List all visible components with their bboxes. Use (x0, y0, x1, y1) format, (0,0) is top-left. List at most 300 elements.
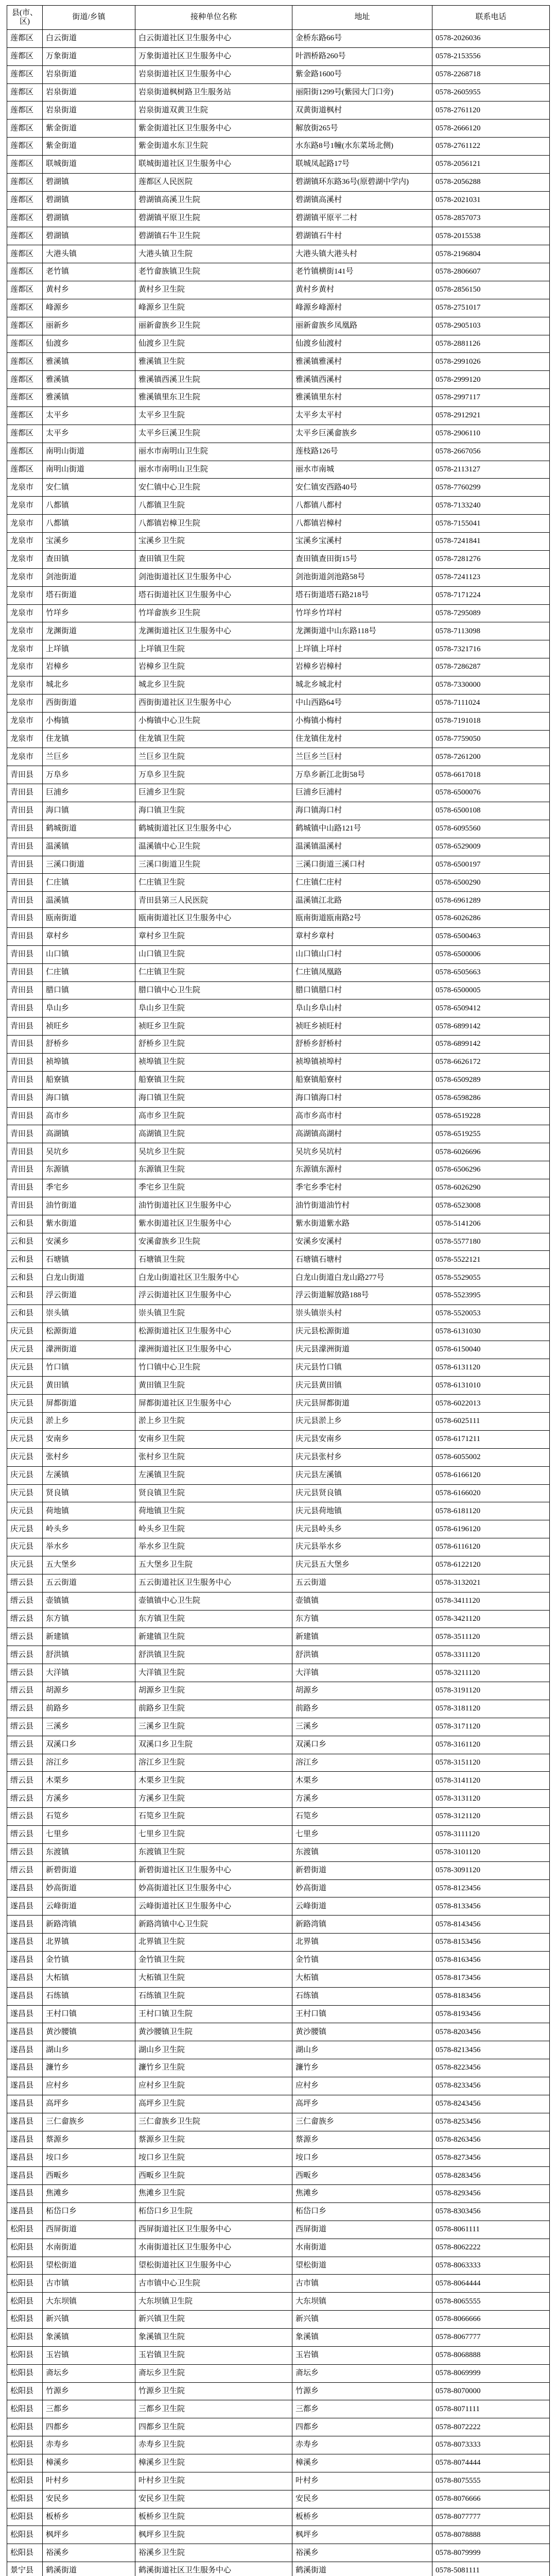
cell-county: 龙泉市 (7, 712, 43, 730)
table-row (7, 1107, 550, 1125)
cell-address: 七里乡 (292, 1825, 432, 1843)
cell-unit-name: 淤上乡卫生院 (135, 1413, 292, 1431)
cell-street-town: 焦滩乡 (43, 2185, 135, 2203)
cell-phone: 0578-2856150 (432, 281, 550, 299)
table-row (7, 2239, 550, 2257)
cell-phone: 0578-3101120 (432, 1843, 550, 1861)
cell-phone: 0578-2268718 (432, 65, 550, 83)
cell-street-town: 湖山乡 (43, 2041, 135, 2059)
cell-phone: 0578-8253456 (432, 2113, 550, 2131)
cell-unit-name: 斋坛乡卫生院 (135, 2364, 292, 2382)
table-row (7, 2400, 550, 2418)
cell-address: 住龙镇住龙村 (292, 730, 432, 748)
table-row (7, 1628, 550, 1646)
cell-county: 缙云县 (7, 1754, 43, 1772)
cell-address: 新建镇 (292, 1628, 432, 1646)
cell-unit-name: 竹口镇中心卫生院 (135, 1359, 292, 1377)
cell-phone: 0578-8077777 (432, 2508, 550, 2526)
cell-unit-name: 三溪口街道卫生院 (135, 856, 292, 874)
cell-county: 龙泉市 (7, 730, 43, 748)
cell-address: 祯埠镇祯埠村 (292, 1053, 432, 1071)
cell-address: 庆元县贤良镇 (292, 1484, 432, 1502)
cell-phone: 0578-8233456 (432, 2077, 550, 2095)
cell-county: 庆元县 (7, 1520, 43, 1538)
cell-address: 城北乡城北村 (292, 676, 432, 694)
table-row (7, 1916, 550, 1934)
cell-county: 遂昌县 (7, 1969, 43, 1987)
cell-unit-name: 古市镇中心卫生院 (135, 2275, 292, 2293)
cell-unit-name: 祯埠镇卫生院 (135, 1053, 292, 1071)
table-row (7, 694, 550, 712)
cell-unit-name: 崇头镇卫生院 (135, 1305, 292, 1323)
cell-street-town: 季宅乡 (43, 1179, 135, 1197)
cell-phone: 0578-7760299 (432, 479, 550, 497)
cell-phone: 0578-3141120 (432, 1772, 550, 1790)
cell-street-town: 船寮镇 (43, 1071, 135, 1089)
cell-county: 庆元县 (7, 1448, 43, 1466)
cell-unit-name: 三都乡卫生院 (135, 2400, 292, 2418)
cell-phone: 0578-8133456 (432, 1897, 550, 1916)
cell-unit-name: 季宅乡卫生院 (135, 1179, 292, 1197)
cell-unit-name: 方溪乡卫生院 (135, 1790, 292, 1808)
cell-unit-name: 松源街道社区卫生服务中心 (135, 1323, 292, 1341)
cell-unit-name: 玉岩镇卫生院 (135, 2346, 292, 2364)
cell-phone: 0578-6500005 (432, 981, 550, 999)
cell-phone: 0578-8293456 (432, 2185, 550, 2203)
cell-street-town: 兰巨乡 (43, 748, 135, 766)
table-body (7, 30, 550, 2576)
cell-unit-name: 仁庄镇卫生院 (135, 874, 292, 892)
cell-street-town: 石练镇 (43, 1987, 135, 2005)
table-row (7, 1969, 550, 1987)
cell-address: 方溪乡 (292, 1790, 432, 1808)
table-row (7, 2221, 550, 2239)
cell-street-town: 五大堡乡 (43, 1556, 135, 1574)
cell-county: 松阳县 (7, 2346, 43, 2364)
cell-address: 竹源乡 (292, 2382, 432, 2400)
cell-street-town: 大洋镇 (43, 1664, 135, 1682)
cell-unit-name: 大港头镇卫生院 (135, 245, 292, 263)
table-row (7, 1843, 550, 1861)
table-row (7, 83, 550, 101)
table-row (7, 1197, 550, 1215)
cell-unit-name: 张村乡卫生院 (135, 1448, 292, 1466)
cell-unit-name: 蔡源乡卫生院 (135, 2131, 292, 2149)
cell-phone: 0578-6500463 (432, 927, 550, 945)
cell-county: 莲都区 (7, 65, 43, 83)
cell-street-town: 三都乡 (43, 2400, 135, 2418)
cell-street-town: 王村口镇 (43, 2005, 135, 2023)
cell-street-town: 东源镇 (43, 1161, 135, 1179)
table-row (7, 281, 550, 299)
cell-county: 松阳县 (7, 2275, 43, 2293)
cell-phone: 0578-8073333 (432, 2436, 550, 2454)
cell-address: 庆元县左溪镇 (292, 1466, 432, 1484)
cell-street-town: 岩樟乡 (43, 658, 135, 676)
cell-county: 松阳县 (7, 2490, 43, 2508)
cell-county: 龙泉市 (7, 676, 43, 694)
cell-unit-name: 吴坑乡卫生院 (135, 1143, 292, 1161)
cell-street-town: 玉岩镇 (43, 2346, 135, 2364)
table-row (7, 2472, 550, 2490)
cell-address: 雅溪镇西溪村 (292, 371, 432, 389)
cell-street-town: 新建镇 (43, 1628, 135, 1646)
cell-county: 庆元县 (7, 1341, 43, 1359)
cell-street-town: 岩泉街道 (43, 65, 135, 83)
cell-unit-name: 五云街道社区卫生服务中心 (135, 1574, 292, 1592)
cell-unit-name: 湖山乡卫生院 (135, 2041, 292, 2059)
cell-street-town: 东渡镇 (43, 1843, 135, 1861)
table-row (7, 622, 550, 640)
cell-street-town: 张村乡 (43, 1448, 135, 1466)
cell-phone: 0578-2906110 (432, 425, 550, 443)
cell-street-town: 黄村乡 (43, 281, 135, 299)
cell-street-town: 濂竹乡 (43, 2059, 135, 2077)
cell-street-town: 温溪镇 (43, 892, 135, 910)
table-row (7, 299, 550, 317)
cell-county: 龙泉市 (7, 533, 43, 551)
cell-address: 板桥乡 (292, 2508, 432, 2526)
cell-unit-name: 大东坝镇卫生院 (135, 2293, 292, 2311)
cell-unit-name: 联城街道社区卫生服务中心 (135, 156, 292, 174)
cell-address: 吴坑乡吴坑村 (292, 1143, 432, 1161)
cell-county: 龙泉市 (7, 658, 43, 676)
cell-county: 缙云县 (7, 1736, 43, 1754)
cell-address: 海口镇海口村 (292, 802, 432, 820)
cell-phone: 0578-8061111 (432, 2221, 550, 2239)
cell-county: 莲都区 (7, 263, 43, 281)
cell-county: 遂昌县 (7, 2149, 43, 2167)
cell-county: 青田县 (7, 766, 43, 784)
cell-street-town: 荷地镇 (43, 1502, 135, 1520)
cell-phone: 0578-2912921 (432, 407, 550, 425)
cell-street-town: 东方镇 (43, 1610, 135, 1628)
cell-phone: 0578-3132021 (432, 1574, 550, 1592)
cell-street-town: 碧湖镇 (43, 173, 135, 191)
cell-street-town: 山口镇 (43, 945, 135, 963)
cell-county: 庆元县 (7, 1413, 43, 1431)
cell-phone: 0578-8079999 (432, 2544, 550, 2562)
table-row (7, 2436, 550, 2454)
table-row (7, 1287, 550, 1305)
table-row (7, 2311, 550, 2329)
cell-county: 松阳县 (7, 2436, 43, 2454)
table-row (7, 999, 550, 1018)
cell-street-town: 腊口镇 (43, 981, 135, 999)
cell-county: 庆元县 (7, 1359, 43, 1377)
cell-address: 三都乡 (292, 2400, 432, 2418)
cell-street-town: 小梅镇 (43, 712, 135, 730)
cell-address: 双溪口乡 (292, 1736, 432, 1754)
cell-street-town: 塔石街道 (43, 586, 135, 604)
cell-phone: 0578-6961289 (432, 892, 550, 910)
cell-street-town: 紫金街道 (43, 138, 135, 156)
cell-county: 青田县 (7, 910, 43, 928)
cell-phone: 0578-6500076 (432, 784, 550, 802)
cell-street-town: 举水乡 (43, 1538, 135, 1556)
cell-address: 枫坪乡 (292, 2526, 432, 2544)
table-row (7, 784, 550, 802)
cell-county: 青田县 (7, 838, 43, 856)
table-row (7, 1825, 550, 1843)
cell-unit-name: 前路乡卫生院 (135, 1700, 292, 1718)
cell-unit-name: 赤寿乡卫生院 (135, 2436, 292, 2454)
cell-phone: 0578-6122120 (432, 1556, 550, 1574)
table-row (7, 658, 550, 676)
cell-address: 巨浦乡巨浦村 (292, 784, 432, 802)
cell-unit-name: 荷地镇卫生院 (135, 1502, 292, 1520)
cell-address: 新兴镇 (292, 2311, 432, 2329)
cell-phone: 0578-2015538 (432, 227, 550, 245)
cell-street-town: 西街街道 (43, 694, 135, 712)
cell-street-town: 南明山街道 (43, 461, 135, 479)
cell-unit-name: 新兴镇卫生院 (135, 2311, 292, 2329)
table-row (7, 892, 550, 910)
cell-address: 碧湖镇平原平二村 (292, 209, 432, 227)
cell-address: 丽阳街1299号(紫园大门口旁) (292, 83, 432, 101)
table-row (7, 2005, 550, 2023)
table-row (7, 748, 550, 766)
cell-address: 濂竹乡 (292, 2059, 432, 2077)
table-row (7, 209, 550, 227)
cell-unit-name: 贤良镇卫生院 (135, 1484, 292, 1502)
cell-address: 万阜乡新江北街58号 (292, 766, 432, 784)
cell-phone: 0578-6500197 (432, 856, 550, 874)
cell-unit-name: 腊口镇中心卫生院 (135, 981, 292, 999)
cell-unit-name: 石笕乡卫生院 (135, 1808, 292, 1826)
cell-address: 庆元县淤上乡 (292, 1413, 432, 1431)
cell-county: 莲都区 (7, 47, 43, 65)
cell-phone: 0578-3111120 (432, 1825, 550, 1843)
cell-phone: 0578-2196804 (432, 245, 550, 263)
cell-street-town: 赤寿乡 (43, 2436, 135, 2454)
table-row (7, 2185, 550, 2203)
cell-unit-name: 应村乡卫生院 (135, 2077, 292, 2095)
cell-phone: 0578-2026036 (432, 30, 550, 48)
table-row (7, 1556, 550, 1574)
cell-phone: 0578-5081111 (432, 2562, 550, 2576)
cell-address: 庆元县安南乡 (292, 1431, 432, 1449)
cell-phone: 0578-6116120 (432, 1538, 550, 1556)
cell-address: 望松街道 (292, 2257, 432, 2275)
cell-street-town: 胡源乡 (43, 1682, 135, 1700)
cell-unit-name: 东源镇卫生院 (135, 1161, 292, 1179)
cell-county: 庆元县 (7, 1377, 43, 1395)
cell-address: 舒洪镇 (292, 1646, 432, 1664)
cell-unit-name: 裕溪乡卫生院 (135, 2544, 292, 2562)
cell-county: 莲都区 (7, 461, 43, 479)
cell-phone: 0578-3511120 (432, 1628, 550, 1646)
cell-phone: 0578-7191018 (432, 712, 550, 730)
cell-unit-name: 舒洪镇卫生院 (135, 1646, 292, 1664)
cell-street-town: 油竹街道 (43, 1197, 135, 1215)
cell-unit-name: 黄田镇卫生院 (135, 1377, 292, 1395)
cell-unit-name: 西街街道社区卫生服务中心 (135, 694, 292, 712)
cell-unit-name: 西屏街道社区卫生服务中心 (135, 2221, 292, 2239)
cell-phone: 0578-6131030 (432, 1323, 550, 1341)
cell-address: 庆元县张村乡 (292, 1448, 432, 1466)
cell-address: 仁庄镇仁庄村 (292, 874, 432, 892)
cell-street-town: 章村乡 (43, 927, 135, 945)
cell-street-town: 剑池街道 (43, 568, 135, 586)
cell-county: 松阳县 (7, 2526, 43, 2544)
cell-street-town: 高湖镇 (43, 1125, 135, 1143)
vaccination-sites-table-wrapper (7, 5, 549, 2576)
table-row (7, 1736, 550, 1754)
table-row (7, 1538, 550, 1556)
cell-phone: 0578-6025111 (432, 1413, 550, 1431)
cell-phone: 0578-6523008 (432, 1197, 550, 1215)
table-row (7, 227, 550, 245)
cell-address: 船寮镇船寮村 (292, 1071, 432, 1089)
cell-address: 三仁畲族乡 (292, 2113, 432, 2131)
cell-street-town: 蔡源乡 (43, 2131, 135, 2149)
cell-county: 庆元县 (7, 1556, 43, 1574)
cell-address: 庆元县五大堡乡 (292, 1556, 432, 1574)
cell-county: 莲都区 (7, 83, 43, 101)
cell-phone: 0578-6150040 (432, 1341, 550, 1359)
cell-address: 水南街道 (292, 2239, 432, 2257)
cell-unit-name: 左溪镇卫生院 (135, 1466, 292, 1484)
cell-phone: 0578-7286287 (432, 658, 550, 676)
cell-county: 遂昌县 (7, 1897, 43, 1916)
cell-street-town: 城北乡 (43, 676, 135, 694)
table-row (7, 1395, 550, 1413)
cell-address: 水东路8号1幢(水东菜场北侧) (292, 138, 432, 156)
cell-phone: 0578-6626172 (432, 1053, 550, 1071)
table-row (7, 335, 550, 353)
cell-street-town: 三溪乡 (43, 1718, 135, 1736)
table-row (7, 856, 550, 874)
cell-street-town: 鹤城街道 (43, 820, 135, 838)
cell-unit-name: 木栗乡卫生院 (135, 1772, 292, 1790)
cell-unit-name: 高湖镇卫生院 (135, 1125, 292, 1143)
cell-address: 海口镇海口村 (292, 1089, 432, 1107)
cell-county: 龙泉市 (7, 604, 43, 622)
cell-phone: 0578-6598286 (432, 1089, 550, 1107)
table-row (7, 1448, 550, 1466)
table-row (7, 2418, 550, 2436)
cell-unit-name: 碧湖镇高溪卫生院 (135, 191, 292, 209)
table-row (7, 838, 550, 856)
cell-street-town: 岭头乡 (43, 1520, 135, 1538)
cell-address: 上垟镇上垟村 (292, 640, 432, 658)
cell-county: 青田县 (7, 981, 43, 999)
cell-address: 山口镇山口村 (292, 945, 432, 963)
cell-street-town: 濛洲街道 (43, 1341, 135, 1359)
table-row (7, 1610, 550, 1628)
cell-county: 莲都区 (7, 191, 43, 209)
cell-street-town: 岩泉街道 (43, 101, 135, 120)
cell-phone: 0578-8076666 (432, 2490, 550, 2508)
table-row (7, 461, 550, 479)
cell-phone: 0578-8163456 (432, 1951, 550, 1969)
cell-address: 庆元县竹口镇 (292, 1359, 432, 1377)
cell-street-town: 松源街道 (43, 1323, 135, 1341)
cell-unit-name: 八都镇卫生院 (135, 497, 292, 515)
cell-unit-name: 五大堡乡卫生院 (135, 1556, 292, 1574)
cell-unit-name: 濂竹乡卫生院 (135, 2059, 292, 2077)
cell-street-town: 八都镇 (43, 497, 135, 515)
cell-street-town: 碧湖镇 (43, 209, 135, 227)
table-row (7, 604, 550, 622)
cell-address: 剑池街道剑池路58号 (292, 568, 432, 586)
cell-county: 莲都区 (7, 281, 43, 299)
cell-county: 缙云县 (7, 1592, 43, 1610)
cell-county: 莲都区 (7, 209, 43, 227)
cell-address: 新碧街道 (292, 1861, 432, 1879)
table-row (7, 1125, 550, 1143)
cell-county: 莲都区 (7, 299, 43, 317)
cell-phone: 0578-6500290 (432, 874, 550, 892)
cell-county: 缙云县 (7, 1843, 43, 1861)
cell-phone: 0578-5529055 (432, 1269, 550, 1287)
cell-county: 云和县 (7, 1305, 43, 1323)
cell-street-town: 白云街道 (43, 30, 135, 48)
cell-street-town: 瓯南街道 (43, 910, 135, 928)
cell-county: 缙云县 (7, 1646, 43, 1664)
cell-county: 云和县 (7, 1251, 43, 1269)
cell-address: 峰源乡峰源村 (292, 299, 432, 317)
cell-street-town: 古市镇 (43, 2275, 135, 2293)
cell-phone: 0578-8071111 (432, 2400, 550, 2418)
table-row (7, 1808, 550, 1826)
table-row (7, 1036, 550, 1054)
cell-unit-name: 安南乡卫生院 (135, 1431, 292, 1449)
cell-phone: 0578-3161120 (432, 1736, 550, 1754)
cell-county: 龙泉市 (7, 748, 43, 766)
cell-address: 木栗乡 (292, 1772, 432, 1790)
table-row (7, 1879, 550, 1897)
cell-street-town: 前路乡 (43, 1700, 135, 1718)
cell-county: 遂昌县 (7, 2167, 43, 2185)
cell-phone: 0578-8213456 (432, 2041, 550, 2059)
cell-county: 遂昌县 (7, 2202, 43, 2221)
cell-phone: 0578-6166020 (432, 1484, 550, 1502)
cell-phone: 0578-3171120 (432, 1718, 550, 1736)
cell-unit-name: 紫金街道社区卫生服务中心 (135, 120, 292, 138)
cell-phone: 0578-6131010 (432, 1377, 550, 1395)
cell-address: 仁庄镇凤凰路 (292, 963, 432, 981)
cell-address: 北界镇 (292, 1934, 432, 1952)
cell-county: 遂昌县 (7, 1987, 43, 2005)
table-row (7, 550, 550, 568)
cell-address: 小梅镇小梅村 (292, 712, 432, 730)
cell-phone: 0578-7261200 (432, 748, 550, 766)
cell-unit-name: 峰源乡卫生院 (135, 299, 292, 317)
cell-unit-name: 海口镇卫生院 (135, 802, 292, 820)
table-row (7, 2490, 550, 2508)
cell-street-town: 应村乡 (43, 2077, 135, 2095)
cell-phone: 0578-3421120 (432, 1610, 550, 1628)
cell-street-town: 石笕乡 (43, 1808, 135, 1826)
header-street-town: 街道/乡镇 (43, 6, 135, 30)
cell-street-town: 三仁畲族乡 (43, 2113, 135, 2131)
cell-street-town: 太平乡 (43, 425, 135, 443)
cell-unit-name: 安仁镇中心卫生院 (135, 479, 292, 497)
cell-address: 安仁镇安西路40号 (292, 479, 432, 497)
cell-phone: 0578-6509412 (432, 999, 550, 1018)
cell-unit-name: 上垟镇卫生院 (135, 640, 292, 658)
cell-address: 浮云街道解放路188号 (292, 1287, 432, 1305)
cell-county: 缙云县 (7, 1610, 43, 1628)
table-row (7, 1951, 550, 1969)
cell-county: 青田县 (7, 1107, 43, 1125)
cell-phone: 0578-3091120 (432, 1861, 550, 1879)
table-row (7, 1233, 550, 1251)
cell-unit-name: 石练镇卫生院 (135, 1987, 292, 2005)
cell-county: 遂昌县 (7, 2185, 43, 2203)
